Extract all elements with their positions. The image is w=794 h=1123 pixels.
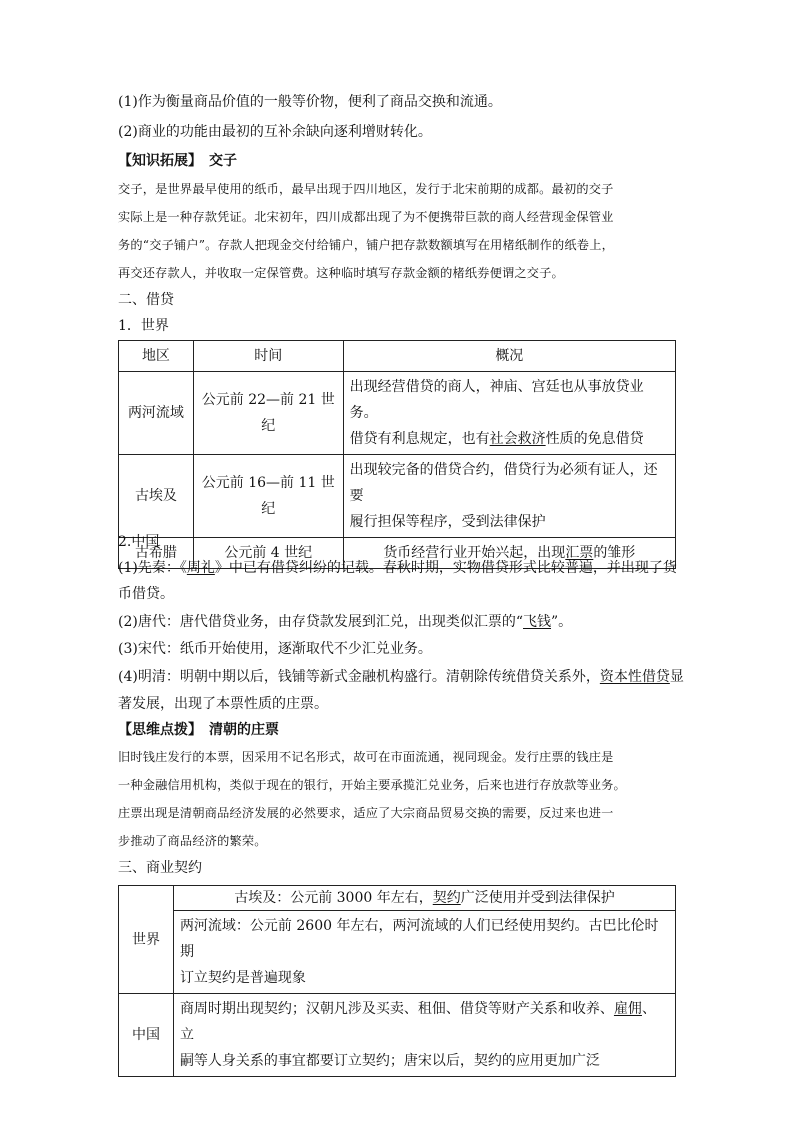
table-row [119,886,676,911]
underlined-term: 汇票 [565,545,594,561]
underlined-term: 周礼 [186,560,215,576]
text-segment: 货币经营行业开始兴起，出现 [383,545,566,561]
thinking-tip-title: 【思维点拨】 清朝的庄票 [118,722,279,738]
cell-overview [343,455,675,538]
cell-region: 古希腊 [119,538,194,569]
cell-time: 公元前 4 世纪 [193,538,343,569]
text-segment: 、立 [179,1001,656,1043]
china-item-2 [118,612,572,632]
contract-table [118,885,676,1077]
overview-line: 履行担保等程序，受到法律保护 [349,514,546,530]
table-row [119,911,676,994]
jiaozi-text-line-3: 务的“交子铺户”。存款人把现金交付给铺户，铺户把存款数额填写在用楮纸制作的纸卷上， [118,238,614,252]
text-segment: 显 [669,669,684,685]
cell-line: 两河流域：公元前 2600 年左右，两河流域的人们已经使用契约。古巴比伦时期 [179,918,659,960]
cell-world-mesopotamia [173,911,675,994]
text-segment: 性质的免息借贷 [545,431,644,447]
china-item-3: (3)宋代：纸币开始使用，逐渐取代不少汇兑业务。 [118,641,432,657]
paragraph-money-function-1: (1)作为衡量商品价值的一般等价物，便利了商品交换和流通。 [118,94,502,110]
china-item-1-line-2: 币借贷。 [118,586,174,602]
jiaozi-text-line-4: 再交还存款人，并收取一定保管费。这种临时填写存款金额的楮纸券便谓之交子。 [118,266,564,280]
text-segment: 的雏形 [593,545,636,561]
section-2-heading: 二、借贷 [118,292,174,308]
cell-line: 嗣等人身关系的事宜都要订立契约；唐宋以后，契约的应用更加广泛 [179,1053,600,1069]
text-segment: 古埃及：公元前 3000 年左右， [234,890,433,906]
overview-line [350,426,669,452]
section-2-china-heading: 2.中国 [118,534,160,550]
section-2-world-heading: 1．世界 [118,318,169,334]
table-row [119,372,676,455]
table-header-row [119,341,676,372]
overview-line: 出现较完备的借贷合约，借贷行为必须有证人，还要 [349,462,658,504]
cell-china-detail [173,994,675,1077]
knowledge-extension-title: 【知识拓展】 交子 [118,153,237,169]
jiaozi-text-line-2: 实际上是一种存款凭证。北宋初年，四川成都出现了为不便携带巨款的商人经营现金保管业 [118,210,614,224]
zhuangpiao-text-line-2: 一种金融信用机构，类似于现在的银行，开始主要承揽汇兑业务，后来也进行存放款等业务。 [118,778,626,792]
cell-overview [343,372,675,455]
underlined-term: 雇佣 [613,1001,642,1017]
zhuangpiao-text-line-3: 庄票出现是清朝商品经济发展的必然要求，适应了大宗商品贸易交换的需要，反过来也进一 [118,806,614,820]
header-region: 地区 [119,341,194,372]
jiaozi-text-line-1: 交子，是世界最早使用的纸币，最早出现于四川地区，发行于北宋前期的成都。最初的交子 [118,182,614,196]
text-segment: (1)先秦：《 [118,560,187,576]
text-segment: (2)唐代：唐代借贷业务，由存贷款发展到汇兑，出现类似汇票的“ [118,614,523,630]
cell-time: 公元前 22—前 21 世纪 [193,372,343,455]
text-segment: ”。 [551,614,573,630]
cell-time: 公元前 16—前 11 世纪 [193,455,343,538]
underlined-term: 契约 [432,890,461,906]
header-overview: 概况 [343,341,675,372]
cell-line: 订立契约是普遍现象 [179,970,306,986]
china-item-4-line-2: 著发展，出现了本票性质的庄票。 [118,696,328,712]
text-segment: 商周时期出现契约；汉朝凡涉及买卖、租佃、借贷等财产关系和收养、 [179,1001,614,1017]
overview-line: 出现经营借贷的商人，神庙、宫廷也从事放贷业务。 [349,379,644,421]
underlined-term: 飞钱 [523,614,551,630]
table-row [119,455,676,538]
cell-world-label: 世界 [119,886,174,994]
paragraph-money-function-2: (2)商业的功能由最初的互补余缺向逐利增财转化。 [118,124,432,140]
china-item-4-line-1 [118,667,684,687]
text-segment: 借贷有利息规定，也有 [349,431,490,447]
text-segment: (4)明清：明朝中期以后，钱铺等新式金融机构盛行。清朝除传统借贷关系外， [118,669,600,685]
cell-china-label: 中国 [119,994,174,1077]
zhuangpiao-text-line-1: 旧时钱庄发行的本票，因采用不记名形式，故可在市面流通，视同现金。发行庄票的钱庄是 [118,750,614,764]
header-time: 时间 [193,341,343,372]
text-segment: 广泛使用并受到法律保护 [460,890,615,906]
cell-region: 古埃及 [119,455,194,538]
underlined-term: 资本性借贷 [599,669,670,685]
cell-region: 两河流域 [119,372,194,455]
china-item-1-line-1 [118,558,677,578]
text-segment: 》中已有借贷纠纷的记载。春秋时期，实物借贷形式比较普遍，并出现了货 [214,560,677,576]
lending-world-table [118,340,676,569]
section-3-heading: 三、商业契约 [118,860,202,876]
underlined-term: 社会救济 [489,431,546,447]
zhuangpiao-text-line-4: 步推动了商品经济的繁荣。 [118,834,267,848]
cell-line [180,996,669,1048]
table-row [119,994,676,1077]
cell-world-egypt [173,886,675,911]
